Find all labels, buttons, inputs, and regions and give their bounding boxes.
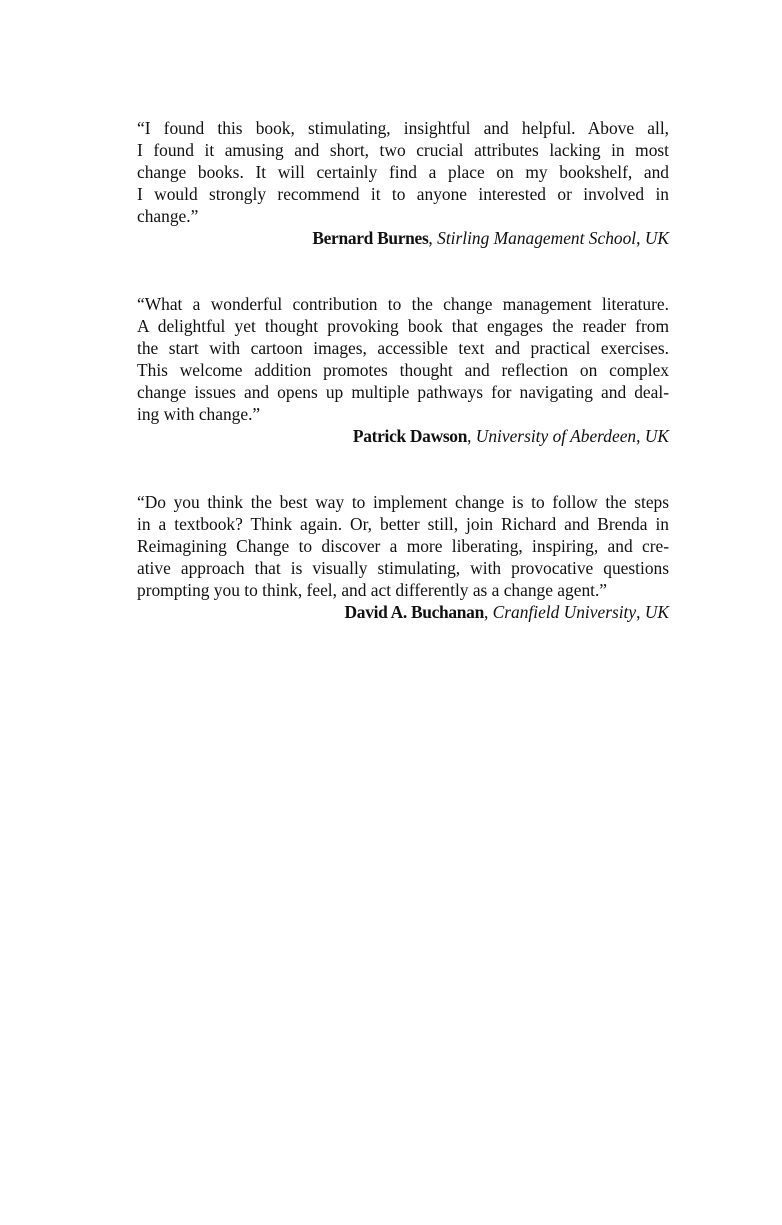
quote-line: Reimagining Change to discover a more liberating, inspiring, and cre- xyxy=(137,536,669,556)
attribution-separator: , xyxy=(483,602,493,622)
quote-line: change issues and opens up multiple pathways for navigating and deal- xyxy=(137,382,669,402)
endorser-affiliation: University of Aberdeen xyxy=(475,426,637,446)
quote-line: I found it amusing and short, two crucial attributes lacking in most xyxy=(137,140,669,160)
endorsement-quote xyxy=(137,491,669,601)
quote-line: This welcome addition promotes thought and reflection on complex xyxy=(137,360,669,380)
endorsement-buchanan xyxy=(137,491,669,623)
quote-line: I would strongly recommend it to anyone interested or involved in xyxy=(137,184,669,204)
endorsement-quote xyxy=(137,293,669,425)
endorsement-attribution xyxy=(137,601,669,623)
quote-line: “Do you think the best way to implement change is to follow the steps xyxy=(137,492,669,512)
endorser-affiliation: Cranfield University xyxy=(492,602,637,622)
endorsement-attribution xyxy=(137,227,669,249)
endorser-name: Bernard Burnes xyxy=(312,228,429,248)
endorsement-dawson xyxy=(137,293,669,447)
endorsement-burnes xyxy=(137,117,669,249)
attribution-separator: , xyxy=(636,426,645,446)
endorser-country: UK xyxy=(644,228,669,248)
endorser-name: Patrick Dawson xyxy=(352,426,468,446)
attribution-separator: , xyxy=(467,426,476,446)
endorser-name: David A. Buchanan xyxy=(344,602,484,622)
quote-line: ing with change.” xyxy=(137,404,261,424)
endorser-affiliation: Stirling Management School xyxy=(437,228,637,248)
attribution-separator: , xyxy=(636,602,645,622)
attribution-separator: , xyxy=(428,228,438,248)
endorsement-attribution xyxy=(137,425,669,447)
quote-line: change.” xyxy=(137,206,199,226)
endorsement-quote xyxy=(137,117,669,227)
quote-line: in a textbook? Think again. Or, better still, join Richard and Brenda in xyxy=(137,514,669,534)
quote-line: prompting you to think, feel, and act differently as a change agent.” xyxy=(137,580,608,600)
quote-line: ative approach that is visually stimulating, with provocative questions xyxy=(137,558,669,578)
endorser-country: UK xyxy=(644,426,669,446)
endorsements-page xyxy=(137,117,669,623)
quote-line: change books. It will certainly find a place on my bookshelf, and xyxy=(137,162,669,182)
quote-line: “I found this book, stimulating, insightful and helpful. Above all, xyxy=(137,118,669,138)
quote-line: the start with cartoon images, accessible text and practical exercises. xyxy=(137,338,669,358)
quote-line: “What a wonderful contribution to the change management literature. xyxy=(137,294,669,314)
quote-line: A delightful yet thought provoking book that engages the reader from xyxy=(137,316,669,336)
endorser-country: UK xyxy=(644,602,669,622)
attribution-separator: , xyxy=(636,228,645,248)
